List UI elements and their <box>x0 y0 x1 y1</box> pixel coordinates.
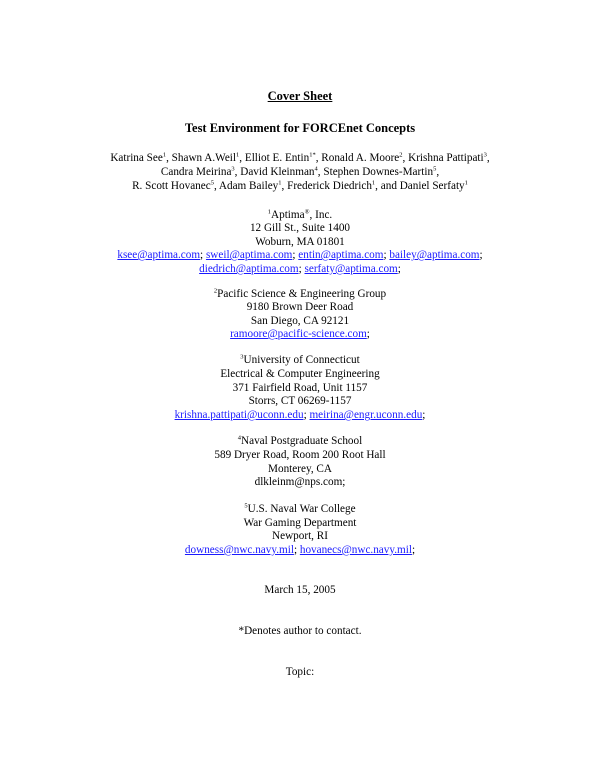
author-affiliation-mark: 5 <box>433 165 437 173</box>
author-name: Stephen Downes-Martin <box>323 166 434 178</box>
affiliation-3-emails: krishna.pattipati@uconn.edu; meirina@engr.uconn.edu; <box>174 409 426 421</box>
author-name: David Kleinman <box>240 166 315 178</box>
author-name: Katrina See <box>110 152 163 164</box>
affiliation-2-address-line: 9180 Brown Deer Road <box>246 301 354 313</box>
email-link[interactable]: bailey@aptima.com <box>389 249 480 261</box>
author-name: R. Scott Hovanec <box>132 180 211 192</box>
author-affiliation-mark: 3 <box>231 165 235 173</box>
affiliation-1-org: $^1$Aptima®, Inc. <box>267 208 333 221</box>
author-name: Frederick Diedrich <box>287 180 372 192</box>
affiliation-2-org: $^2$Pacific Science & Engineering Group <box>213 287 387 300</box>
affiliation-1-address-line: Woburn, MA 01801 <box>255 236 345 248</box>
email-link[interactable]: ksee@aptima.com <box>117 249 201 261</box>
email-link[interactable]: ramoore@pacific-science.com <box>230 328 367 340</box>
author-name: Adam Bailey <box>218 180 279 192</box>
author-affiliation-mark: 1 <box>371 179 376 187</box>
author-affiliation-mark: 1 <box>236 151 240 159</box>
affiliation-5-emails: downess@nwc.navy.mil; hovanecs@nwc.navy.mil; <box>184 544 416 556</box>
author-affiliation-mark: 1 <box>464 179 468 187</box>
email-link[interactable]: serfaty@aptima.com <box>304 263 398 275</box>
affiliation-4-org: $^4$Naval Postgraduate School <box>237 434 363 447</box>
email-link[interactable]: hovanecs@nwc.navy.mil <box>299 544 412 556</box>
author-affiliation-mark: 5 <box>210 179 214 187</box>
author-affiliation-mark: 3 <box>483 151 487 159</box>
contact-author-note: *Denotes author to contact. <box>238 625 362 637</box>
affiliation-number: 5 <box>244 502 248 510</box>
affiliation-number: 1 <box>267 208 272 216</box>
author-affiliation-mark: 1 <box>278 179 282 187</box>
author-affiliation-mark: 4 <box>314 165 318 173</box>
author-name: Shawn A.Weil <box>171 152 237 164</box>
author-name: Daniel Serfaty <box>399 180 465 192</box>
registered-trademark: ® <box>304 208 310 216</box>
author-affiliation-mark: 1* <box>309 151 316 159</box>
affiliation-number: 4 <box>237 434 242 442</box>
author-name: Krishna Pattipati <box>408 152 484 164</box>
email-link[interactable]: entin@aptima.com <box>298 249 384 261</box>
affiliation-5-address-line: War Gaming Department <box>243 517 357 529</box>
author-name: Candra Meirina <box>160 166 232 178</box>
affiliation-1-emails-line-2: diedrich@aptima.com; serfaty@aptima.com; <box>199 263 401 275</box>
author-line-2: Candra Meirina$^3$, David Kleinman$^4$, Stephen Downes-Martin$^5$, <box>160 165 440 178</box>
affiliation-3-address-line: Electrical & Computer Engineering <box>220 368 380 380</box>
affiliation-2-address-line: San Diego, CA 92121 <box>250 315 350 327</box>
affiliation-4-address-line: Monterey, CA <box>268 463 332 475</box>
author-affiliation-mark: 1 <box>162 151 167 159</box>
document-date: March 15, 2005 <box>264 584 336 596</box>
email-link[interactable]: meirina@engr.uconn.edu <box>309 409 423 421</box>
affiliation-number: 2 <box>213 287 218 295</box>
affiliation-5-org: $^5$U.S. Naval War College <box>244 502 356 515</box>
email-link[interactable]: sweil@aptima.com <box>205 249 293 261</box>
affiliation-1-address-line: 12 Gill St., Suite 1400 <box>249 222 351 234</box>
author-line-1: Katrina See$^1$, Shawn A.Weil$^1$, Elliot E. Entin$^{1*}$, Ronald A. Moore$^2$, Krishna Pattipati$^3$, <box>110 151 490 164</box>
page-title: Cover Sheet <box>267 89 333 103</box>
author-name: Ronald A. Moore <box>321 152 400 164</box>
affiliation-4-contact-line: dlkleinm@nps.com; <box>254 476 346 488</box>
affiliation-4-address-line: 589 Dryer Road, Room 200 Root Hall <box>214 449 386 461</box>
author-name: Elliot E. Entin <box>244 152 310 164</box>
email-link[interactable]: diedrich@aptima.com <box>199 263 299 275</box>
author-affiliation-mark: 2 <box>399 151 403 159</box>
email-link[interactable]: downess@nwc.navy.mil <box>184 544 294 556</box>
affiliation-1-emails-line-1: ksee@aptima.com; sweil@aptima.com; entin@aptima.com; bailey@aptima.com; <box>117 249 483 261</box>
author-line-3: R. Scott Hovanec$^5$, Adam Bailey$^1$, Frederick Diedrich$^1$, and Daniel Serfaty$^1$ <box>132 179 468 192</box>
affiliation-3-address-line: 371 Fairfield Road, Unit 1157 <box>232 382 368 394</box>
document-subtitle: Test Environment for FORCEnet Concepts <box>184 121 416 135</box>
affiliation-5-address-line: Newport, RI <box>272 530 328 542</box>
affiliation-3-address-line: Storrs, CT 06269-1157 <box>248 395 352 407</box>
affiliation-3-org: $^3$University of Connecticut <box>240 353 360 366</box>
affiliation-2-emails: ramoore@pacific-science.com; <box>230 328 370 340</box>
email-link[interactable]: krishna.pattipati@uconn.edu <box>174 409 304 421</box>
affiliation-number: 3 <box>240 353 244 361</box>
topic-label: Topic: <box>285 666 315 678</box>
